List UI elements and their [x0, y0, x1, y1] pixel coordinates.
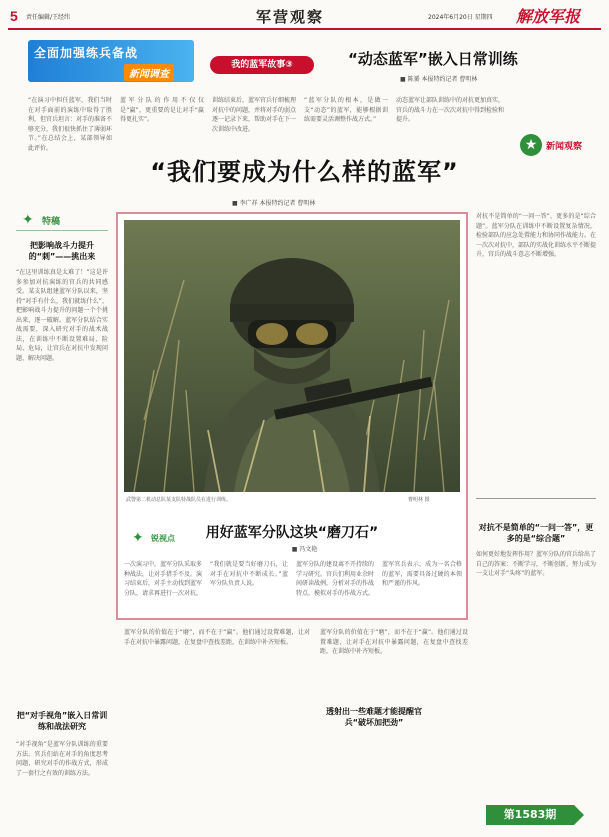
- feature-star-icon: ✦: [22, 212, 34, 228]
- sub-column-3: 蓝军分队的建设离不开持续的学习研究。官兵们利用业余时间研读战例，分析对手的作战特点，模拟对手的作战方式。: [296, 561, 375, 597]
- top-column-4: “蓝军分队的根本，是做一支“动态”的蓝军，能够根据训练需要灵活调整作战方式。”: [304, 97, 388, 123]
- observation-label: 新闻观察: [546, 141, 583, 152]
- top-column-5: 动态蓝军让部队训练中的对抗更加真实，官兵的战斗力在一次次对抗中得到检验和提升。: [396, 97, 505, 123]
- star-icon: ★: [520, 134, 542, 156]
- left-column-lower: “对手视角”是蓝军分队训练的重要方法。官兵们站在对手的角度思考问题，研究对手的作战方式，形成了一套行之有效的训练方法。: [16, 741, 108, 777]
- story-series-tag: 我的蓝军故事③: [210, 56, 314, 74]
- right-column-lower: 如何更好地发挥作用？蓝军分队的官兵给出了自己的答案：不断学习，不断创新，努力成为一支让对手“头疼”的蓝军。: [476, 551, 597, 577]
- issue-date: 2024年6月20日 星期四: [428, 14, 493, 21]
- sub-story-headline: 用好蓝军分队这块“磨刀石”: [205, 525, 379, 541]
- sharp-star-icon: ✦: [132, 530, 144, 546]
- paper-logo: 解放军报: [516, 7, 581, 26]
- issue-badge-arrow: [574, 805, 584, 825]
- right-subhead: 对抗不是简单的“一问一答”，更多的是“综合题”: [478, 523, 594, 543]
- bottom-right-body: 蓝军分队的价值在于“磨”，而不在于“赢”。他们通过设置难题，让对手在对抗中暴露问题，在复盘中查找差距，在训练中补齐短板。: [320, 629, 468, 655]
- top-column-3: 训练结束后，蓝军官兵仔细梳理对抗中的问题，并将对手的弱点逐一记录下来，帮助对手在下一次训练中改进。: [212, 97, 297, 133]
- main-headline: “我们要成为什么样的蓝军”: [150, 158, 459, 186]
- photo-credit: 曹明林 摄: [408, 497, 430, 503]
- middle-subhead: 透射出一些难题才能提醒官兵“破坏加把劲”: [326, 707, 422, 727]
- bottom-middle-body: 蓝军分队的价值在于“磨”，而不在于“赢”。他们通过设置难题，让对手在对抗中暴露问题，在复盘中查找差距，在训练中补齐短板。: [124, 629, 310, 646]
- feature-label-text: 特稿: [42, 216, 61, 227]
- banner-subtitle: 新闻调查: [124, 64, 174, 81]
- sub-column-2: “我们就是要当好磨刀石，让对手在对抗中不断成长。”蓝军分队负责人说。: [210, 561, 288, 587]
- top-story-headline: “动态蓝军”嵌入日常训练: [348, 50, 518, 68]
- top-column-2: 蓝军分队的作用不仅仅是“赢”，更重要的是让对手“赢得更扎实”。: [120, 97, 204, 123]
- editors-credit: 责任编辑/王经纬: [26, 14, 71, 21]
- feature-divider: [16, 230, 108, 231]
- training-photo: [124, 220, 460, 492]
- sub-story-byline: ■ 冯文艳: [291, 546, 318, 553]
- sub-column-4: 蓝军官兵表示，成为一名合格的蓝军，需要具备过硬的本领和严谨的作风。: [382, 561, 462, 587]
- top-column-1: “在演习中担任蓝军，我们当时在对手面前的演练中取得了胜利，但官兵坦言：对手的准备不够充分，我们很快抓住了薄弱环节。”在总结会上，某部领导如此评价。: [28, 97, 113, 152]
- issue-number-badge: 第1583期: [486, 805, 574, 825]
- main-byline: ■ 李广祥 本报特约记者 曹明林: [232, 200, 316, 207]
- feature-label: [22, 212, 60, 228]
- soldier-photo-illustration: [124, 220, 460, 492]
- section-title: 军营观察: [256, 8, 325, 26]
- left-subhead-2: 把“对手视角”嵌入日常训练和战法研究: [16, 711, 108, 731]
- right-divider: [476, 498, 596, 499]
- top-story-byline: ■ 陈赟 本报特约记者 曹明林: [400, 76, 478, 83]
- right-column-body: 对抗不是简单的“一问一答”，更多的是“综合题”。蓝军分队在训练中不断设置复杂情况，检验部队的应急处置能力和协同作战能力。在一次次对抗中，部队的实战化训练水平不断提升，官兵的战斗意志不断增强。: [476, 213, 597, 258]
- masthead-rule: [8, 28, 601, 30]
- sub-column-1: 一次演习中，蓝军分队采取多种战法，让对手措手不及。演习结束后，对手主动找到蓝军分队，请求再进行一次对抗。: [124, 561, 203, 597]
- left-subhead: 把影响战斗力提升的“刺”——挑出来: [28, 241, 96, 261]
- photo-caption: 武警第二机动总队某支队特战队员在进行训练。: [126, 497, 232, 503]
- campaign-banner: [28, 40, 194, 82]
- sharp-point-label: 锐视点: [151, 533, 175, 543]
- banner-title: 全面加强练兵备战: [34, 46, 139, 60]
- page-number: 5: [10, 8, 18, 24]
- left-column-body: “在这里训练真是太难了！”这是许多参加对抗演练的官兵的共同感受。某支队组建蓝军分队以来，坚持“对手有什么，我们就练什么”，把影响战斗力提升的问题一个个挑出来，逐一破解。蓝军分队结合实战需要，深入研究对手的战术战法，在训练中不断设置难局、险局、危局，让官兵在对抗中发现问题、解决问题。: [16, 269, 108, 362]
